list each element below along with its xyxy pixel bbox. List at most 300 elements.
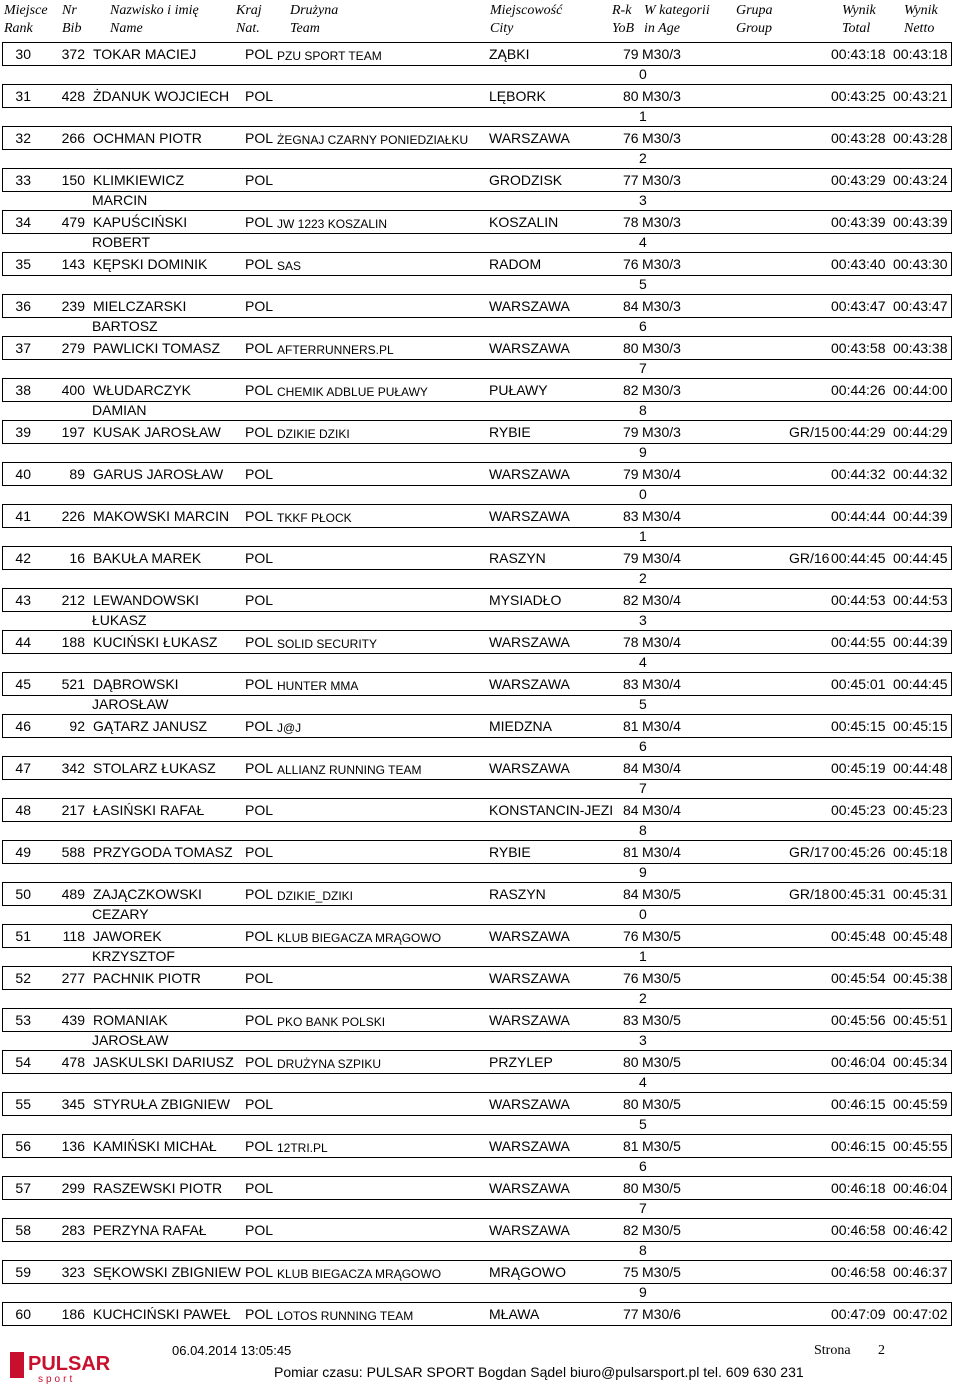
table-row [2,1260,952,1284]
city-cell: RADOM [489,256,542,272]
yob-cell: 78 [623,214,639,230]
category-place-digit: 9 [639,864,647,880]
rank-cell: 35 [15,256,31,272]
total-time-cell: 00:46:58 [831,1222,886,1238]
team-cell: DZIKIE DZIKI [277,427,350,441]
name-cell: PERZYNA RAFAŁ [93,1222,207,1238]
category-place-digit: 7 [639,360,647,376]
netto-time-cell: 00:45:31 [893,886,948,902]
total-time-cell: 00:44:26 [831,382,886,398]
name-cell: KAMIŃSKI MICHAŁ [93,1138,217,1154]
total-time-cell: 00:45:19 [831,760,886,776]
rank-cell: 55 [15,1096,31,1112]
rank-cell: 60 [15,1306,31,1322]
name-cell: ROMANIAK [93,1012,168,1028]
table-row [2,1218,952,1242]
table-row [2,336,952,360]
name-cell: MIELCZARSKI [93,298,187,314]
total-time-cell: 00:44:32 [831,466,886,482]
team-cell: PKO BANK POLSKI [277,1015,386,1029]
total-time-cell: 00:45:56 [831,1012,886,1028]
nat-cell: POL [245,172,274,188]
yob-cell: 80 [623,1096,639,1112]
bib-cell: 342 [61,760,85,776]
nat-cell: POL [245,130,274,146]
rank-cell: 37 [15,340,31,356]
yob-cell: 81 [623,1138,639,1154]
nat-cell: POL [245,1180,274,1196]
table-row [2,1302,952,1326]
category-place-digit: 6 [639,1158,647,1174]
bib-cell: 150 [61,172,85,188]
bib-cell: 279 [61,340,85,356]
city-cell: RYBIE [489,844,531,860]
name-continuation: KRZYSZTOF [92,948,175,964]
rank-cell: 45 [15,676,31,692]
rank-cell: 47 [15,760,31,776]
name-cell: JAWOREK [93,928,162,944]
category-cell: M30/4 [642,760,681,776]
netto-time-cell: 00:45:55 [893,1138,948,1154]
team-cell: ŻEGNAJ CZARNY PONIEDZIAŁKU [277,133,469,147]
rank-cell: 54 [15,1054,31,1070]
category-cell: M30/5 [642,1012,681,1028]
team-cell: J@J [277,721,302,735]
city-cell: MŁAWA [489,1306,540,1322]
table-row [2,504,952,528]
city-cell: WARSZAWA [489,928,570,944]
nat-cell: POL [245,844,274,860]
name-cell: BAKUŁA MAREK [93,550,202,566]
netto-time-cell: 00:44:00 [893,382,948,398]
category-cell: M30/5 [642,1054,681,1070]
rank-cell: 49 [15,844,31,860]
table-row [2,462,952,486]
name-continuation: JAROSŁAW [92,1032,169,1048]
bib-cell: 212 [61,592,85,608]
nat-cell: POL [245,1138,274,1154]
rank-cell: 50 [15,886,31,902]
city-cell: PUŁAWY [489,382,548,398]
netto-time-cell: 00:45:38 [893,970,948,986]
name-cell: KUCHCIŃSKI PAWEŁ [93,1306,231,1322]
category-cell: M30/4 [642,592,681,608]
city-cell: RASZYN [489,886,546,902]
name-cell: RASZEWSKI PIOTR [93,1180,223,1196]
nat-cell: POL [245,88,274,104]
city-cell: WARSZAWA [489,466,570,482]
city-cell: WARSZAWA [489,1222,570,1238]
category-place-digit: 0 [639,906,647,922]
city-cell: GRODZISK [489,172,563,188]
category-cell: M30/4 [642,718,681,734]
table-row [2,924,952,948]
svg-text:PULSAR: PULSAR [28,1353,111,1375]
name-continuation: ŁUKASZ [92,612,147,628]
team-cell: PZU SPORT TEAM [277,49,382,63]
table-header [0,0,960,42]
rank-cell: 46 [15,718,31,734]
bib-cell: 345 [61,1096,85,1112]
table-row [2,294,952,318]
pulsar-logo-mark [8,1348,118,1384]
category-cell: M30/4 [642,466,681,482]
yob-cell: 78 [623,634,639,650]
team-cell: JW 1223 KOSZALIN [277,217,388,231]
bib-cell: 239 [61,298,85,314]
rank-cell: 59 [15,1264,31,1280]
name-cell: PAWLICKI TOMASZ [93,340,221,356]
category-place-digit: 8 [639,1242,647,1258]
category-cell: M30/4 [642,550,681,566]
total-time-cell: 00:45:15 [831,718,886,734]
bib-cell: 283 [61,1222,85,1238]
total-time-cell: 00:45:01 [831,676,886,692]
table-row [2,672,952,696]
category-place-digit: 4 [639,234,647,250]
rank-cell: 36 [15,298,31,314]
header-rank: Miejsce Rank [4,3,48,36]
header-netto: Wynik Netto [904,3,938,36]
category-cell: M30/3 [642,340,681,356]
yob-cell: 82 [623,382,639,398]
team-cell: 12TRI.PL [277,1141,328,1155]
yob-cell: 77 [623,1306,639,1322]
header-bib: Nr Bib [62,3,82,36]
name-cell: STYRUŁA ZBIGNIEW [93,1096,230,1112]
group-cell: GR/16 [789,550,830,566]
team-cell: AFTERRUNNERS.PL [277,343,394,357]
nat-cell: POL [245,340,274,356]
category-place-digit: 8 [639,402,647,418]
netto-time-cell: 00:45:59 [893,1096,948,1112]
group-cell: GR/15 [789,424,830,440]
timing-credit: Pomiar czasu: PULSAR SPORT Bogdan Sądel biuro@pulsarsport.pl tel. 609 630 231 [274,1364,804,1380]
table-row [2,210,952,234]
rank-cell: 38 [15,382,31,398]
table-row [2,756,952,780]
total-time-cell: 00:43:47 [831,298,886,314]
yob-cell: 80 [623,340,639,356]
header-team: Drużyna Team [290,3,339,36]
category-place-digit: 2 [639,990,647,1006]
total-time-cell: 00:47:09 [831,1306,886,1322]
category-cell: M30/5 [642,886,681,902]
yob-cell: 84 [623,886,639,902]
bib-cell: 266 [61,130,85,146]
name-cell: DĄBROWSKI [93,676,179,692]
nat-cell: POL [245,802,274,818]
nat-cell: POL [245,508,274,524]
name-cell: STOLARZ ŁUKASZ [93,760,216,776]
yob-cell: 79 [623,46,639,62]
total-time-cell: 00:46:04 [831,1054,886,1070]
total-time-cell: 00:45:31 [831,886,886,902]
netto-time-cell: 00:43:18 [893,46,948,62]
team-cell: DRUŻYNA SZPIKU [277,1057,382,1071]
city-cell: WARSZAWA [489,130,570,146]
netto-time-cell: 00:45:48 [893,928,948,944]
category-place-digit: 7 [639,780,647,796]
category-cell: M30/4 [642,844,681,860]
bib-cell: 439 [61,1012,85,1028]
table-row [2,546,952,570]
category-cell: M30/5 [642,1096,681,1112]
table-row [2,798,952,822]
city-cell: WARSZAWA [489,760,570,776]
nat-cell: POL [245,466,274,482]
category-place-digit: 6 [639,318,647,334]
team-cell: KLUB BIEGACZA MRĄGOWO [277,931,442,945]
name-cell: GĄTARZ JANUSZ [93,718,208,734]
rank-cell: 43 [15,592,31,608]
total-time-cell: 00:43:58 [831,340,886,356]
netto-time-cell: 00:43:28 [893,130,948,146]
nat-cell: POL [245,1012,274,1028]
nat-cell: POL [245,256,274,272]
name-continuation: BARTOSZ [92,318,158,334]
bib-cell: 143 [61,256,85,272]
yob-cell: 83 [623,508,639,524]
bib-cell: 489 [61,886,85,902]
rank-cell: 57 [15,1180,31,1196]
rank-cell: 32 [15,130,31,146]
team-cell: HUNTER MMA [277,679,359,693]
total-time-cell: 00:45:54 [831,970,886,986]
name-cell: KAPUŚCIŃSKI [93,214,188,230]
bib-cell: 92 [69,718,85,734]
name-continuation: MARCIN [92,192,148,208]
bib-cell: 323 [61,1264,85,1280]
rank-cell: 56 [15,1138,31,1154]
bib-cell: 400 [61,382,85,398]
category-place-digit: 3 [639,192,647,208]
yob-cell: 80 [623,1180,639,1196]
category-cell: M30/6 [642,1306,681,1322]
category-cell: M30/5 [642,928,681,944]
bib-cell: 197 [61,424,85,440]
rank-cell: 41 [15,508,31,524]
netto-time-cell: 00:44:29 [893,424,948,440]
name-cell: TOKAR MACIEJ [93,46,197,62]
netto-time-cell: 00:43:21 [893,88,948,104]
yob-cell: 79 [623,424,639,440]
rank-cell: 34 [15,214,31,230]
category-cell: M30/5 [642,970,681,986]
bib-cell: 478 [61,1054,85,1070]
yob-cell: 81 [623,718,639,734]
bib-cell: 136 [61,1138,85,1154]
group-cell: GR/18 [789,886,830,902]
yob-cell: 83 [623,1012,639,1028]
name-cell: LEWANDOWSKI [93,592,200,608]
city-cell: MYSIADŁO [489,592,562,608]
yob-cell: 84 [623,760,639,776]
bib-cell: 428 [61,88,85,104]
category-cell: M30/3 [642,46,681,62]
nat-cell: POL [245,970,274,986]
nat-cell: POL [245,424,274,440]
city-cell: KOSZALIN [489,214,559,230]
netto-time-cell: 00:43:24 [893,172,948,188]
team-cell: ALLIANZ RUNNING TEAM [277,763,422,777]
table-row [2,168,952,192]
bib-cell: 118 [62,928,85,944]
header-total: Wynik Total [842,3,876,36]
bib-cell: 299 [61,1180,85,1196]
netto-time-cell: 00:44:48 [893,760,948,776]
table-row [2,1050,952,1074]
netto-time-cell: 00:45:18 [893,844,948,860]
category-place-digit: 0 [639,66,647,82]
yob-cell: 76 [623,130,639,146]
city-cell: PRZYLEP [489,1054,553,1070]
rank-cell: 48 [15,802,31,818]
bib-cell: 521 [61,676,85,692]
category-cell: M30/3 [642,172,681,188]
table-row [2,252,952,276]
category-place-digit: 3 [639,1032,647,1048]
city-cell: RASZYN [489,550,546,566]
yob-cell: 76 [623,928,639,944]
netto-time-cell: 00:47:02 [893,1306,948,1322]
total-time-cell: 00:45:26 [831,844,886,860]
category-cell: M30/3 [642,382,681,398]
category-cell: M30/3 [642,256,681,272]
rank-cell: 58 [15,1222,31,1238]
name-continuation: ROBERT [92,234,151,250]
name-continuation: CEZARY [92,906,149,922]
category-cell: M30/4 [642,676,681,692]
pulsar-logo [8,1348,118,1384]
total-time-cell: 00:46:15 [831,1096,886,1112]
netto-time-cell: 00:45:15 [893,718,948,734]
table-row [2,840,952,864]
nat-cell: POL [245,298,274,314]
category-place-digit: 2 [639,570,647,586]
city-cell: MIEDZNA [489,718,552,734]
category-cell: M30/3 [642,424,681,440]
city-cell: WARSZAWA [489,340,570,356]
total-time-cell: 00:44:29 [831,424,886,440]
nat-cell: POL [245,46,274,62]
header-city: Miejscowość City [490,3,563,36]
total-time-cell: 00:43:40 [831,256,886,272]
category-place-digit: 4 [639,654,647,670]
nat-cell: POL [245,592,274,608]
nat-cell: POL [245,718,274,734]
city-cell: LĘBORK [489,88,546,104]
yob-cell: 77 [623,172,639,188]
name-cell: GARUS JAROSŁAW [93,466,224,482]
header-nat: Kraj Nat. [236,3,262,36]
yob-cell: 82 [623,592,639,608]
category-place-digit: 4 [639,1074,647,1090]
table-row [2,966,952,990]
team-cell: KLUB BIEGACZA MRĄGOWO [277,1267,442,1281]
category-cell: M30/5 [642,1180,681,1196]
table-row [2,1008,952,1032]
category-place-digit: 5 [639,696,647,712]
category-place-digit: 8 [639,822,647,838]
nat-cell: POL [245,928,274,944]
table-row [2,1134,952,1158]
netto-time-cell: 00:44:39 [893,634,948,650]
total-time-cell: 00:46:18 [831,1180,886,1196]
category-cell: M30/3 [642,130,681,146]
category-place-digit: 0 [639,486,647,502]
nat-cell: POL [245,382,274,398]
table-row [2,588,952,612]
name-cell: KLIMKIEWICZ [93,172,185,188]
table-row [2,42,952,66]
name-cell: OCHMAN PIOTR [93,130,202,146]
category-place-digit: 1 [639,948,647,964]
netto-time-cell: 00:44:45 [893,550,948,566]
rank-cell: 53 [15,1012,31,1028]
table-row [2,420,952,444]
total-time-cell: 00:44:53 [831,592,886,608]
yob-cell: 80 [623,1054,639,1070]
total-time-cell: 00:44:45 [831,550,886,566]
netto-time-cell: 00:46:37 [893,1264,948,1280]
category-cell: M30/5 [642,1222,681,1238]
nat-cell: POL [245,1054,274,1070]
total-time-cell: 00:43:18 [831,46,886,62]
yob-cell: 84 [623,298,639,314]
bib-cell: 479 [61,214,85,230]
name-cell: KUCIŃSKI ŁUKASZ [93,634,218,650]
total-time-cell: 00:44:44 [831,508,886,524]
city-cell: WARSZAWA [489,1138,570,1154]
bib-cell: 277 [61,970,85,986]
category-cell: M30/3 [642,88,681,104]
name-cell: MAKOWSKI MARCIN [93,508,230,524]
nat-cell: POL [245,1096,274,1112]
netto-time-cell: 00:44:39 [893,508,948,524]
total-time-cell: 00:43:28 [831,130,886,146]
group-cell: GR/17 [789,844,830,860]
city-cell: WARSZAWA [489,970,570,986]
timestamp: 06.04.2014 13:05:45 [172,1343,292,1358]
table-row [2,1092,952,1116]
team-cell: TKKF PŁOCK [277,511,352,525]
table-row [2,126,952,150]
city-cell: WARSZAWA [489,298,570,314]
netto-time-cell: 00:45:51 [893,1012,948,1028]
rank-cell: 31 [15,88,31,104]
total-time-cell: 00:45:23 [831,802,886,818]
name-continuation: JAROSŁAW [92,696,169,712]
category-place-digit: 5 [639,276,647,292]
nat-cell: POL [245,1222,274,1238]
netto-time-cell: 00:45:23 [893,802,948,818]
category-place-digit: 3 [639,612,647,628]
yob-cell: 79 [623,466,639,482]
city-cell: KONSTANCIN-JEZI [489,802,614,818]
netto-time-cell: 00:44:53 [893,592,948,608]
rank-cell: 39 [15,424,31,440]
name-cell: SĘKOWSKI ZBIGNIEW [93,1264,241,1280]
nat-cell: POL [245,760,274,776]
city-cell: WARSZAWA [489,1096,570,1112]
nat-cell: POL [245,550,274,566]
nat-cell: POL [245,1264,274,1280]
rank-cell: 51 [15,928,31,944]
header-name: Nazwisko i imię Name [110,3,199,36]
name-continuation: DAMIAN [92,402,147,418]
total-time-cell: 00:46:15 [831,1138,886,1154]
